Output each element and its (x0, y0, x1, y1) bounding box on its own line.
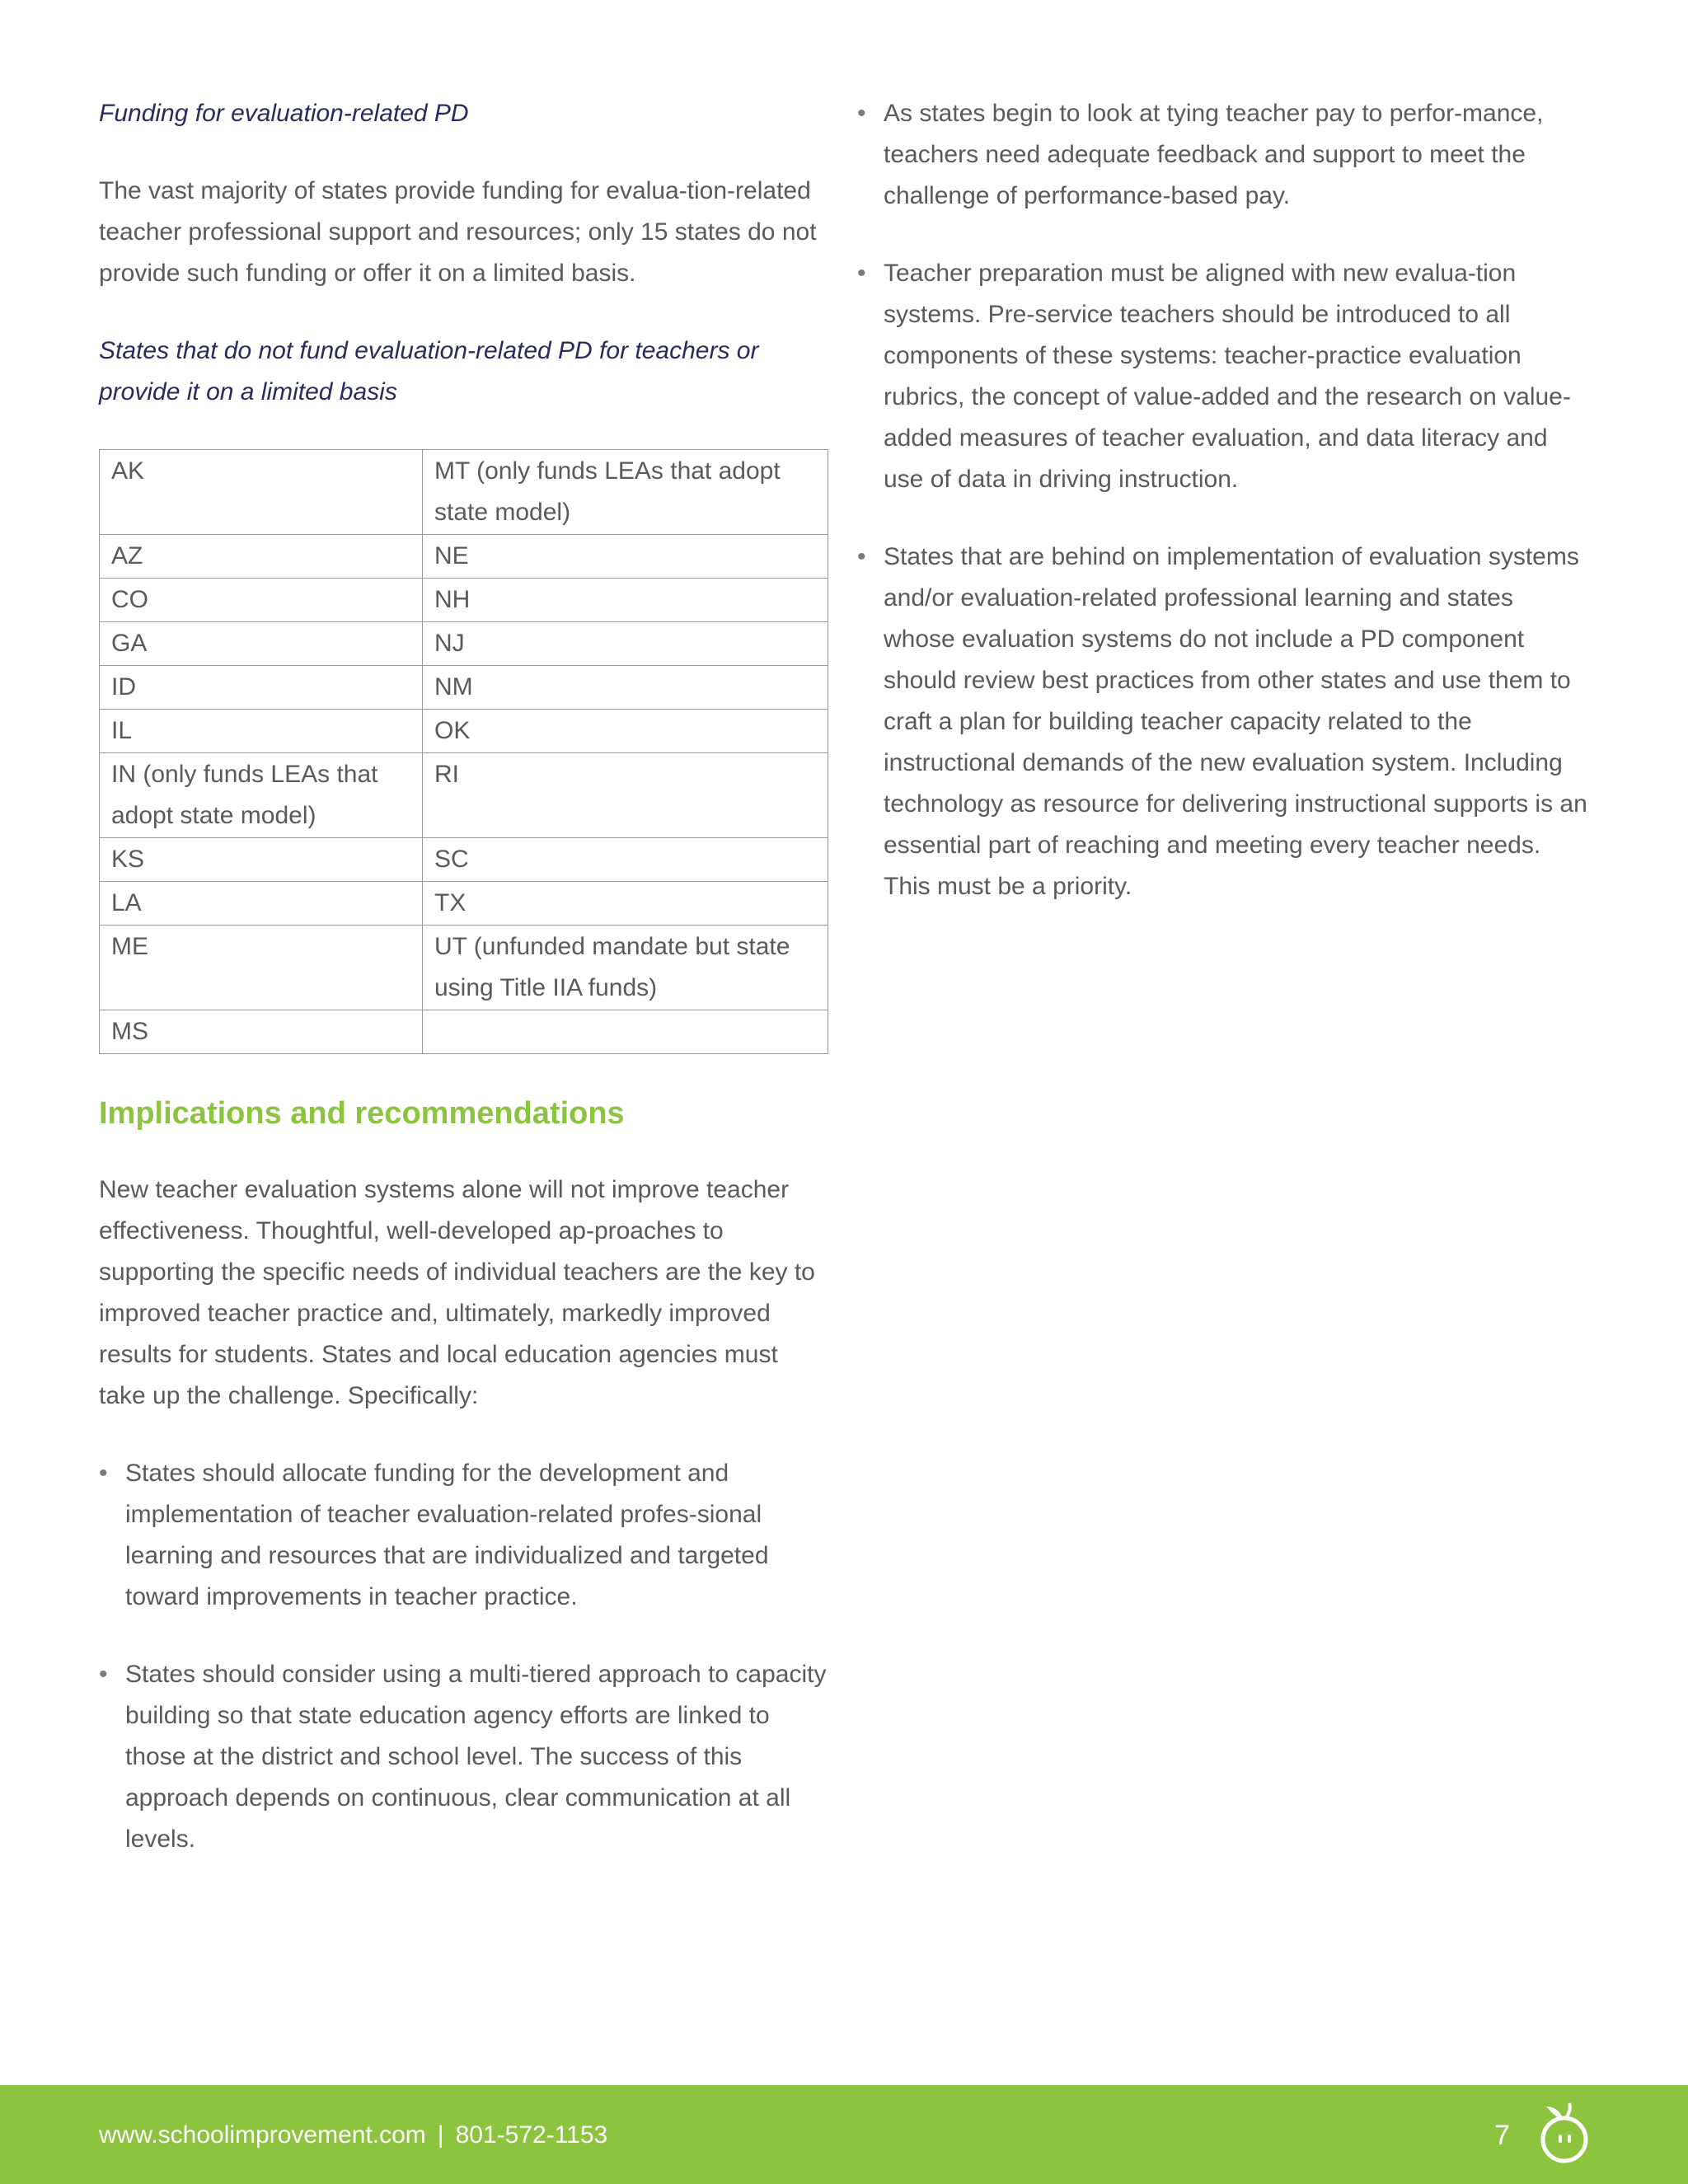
table-cell: ME (100, 926, 423, 1010)
phone-number: 801-572-1153 (455, 2121, 608, 2149)
table-cell: RI (423, 753, 828, 838)
table-cell: AZ (100, 535, 423, 579)
table-cell: IN (only funds LEAs that adopt state model) (100, 753, 423, 838)
recommendation-list-right (857, 93, 1591, 907)
table-row (100, 450, 828, 535)
footer-bar (0, 2085, 1688, 2184)
footer-contact (99, 2115, 607, 2156)
table-cell: LA (100, 882, 423, 926)
section-heading: Implications and recommendations (99, 1096, 625, 1131)
implications-paragraph: New teacher evaluation systems alone will not improve teacher effectiveness. Thoughtful, well-developed ap-proaches to supporting the specific needs of individual teachers are the key to improved teacher practice and, ultimately, markedly improved results for students. States and local education agencies must take up the challenge. Specifically: (99, 1176, 815, 1409)
table-row (100, 579, 828, 622)
table-cell: IL (100, 710, 423, 753)
website-link[interactable]: www.schoolimprovement.com (99, 2121, 426, 2149)
table-cell: NH (423, 579, 828, 622)
table-cell: ID (100, 666, 423, 710)
table-cell: NE (423, 535, 828, 579)
table-row (100, 926, 828, 1010)
table-row (100, 1010, 828, 1054)
table-cell: NJ (423, 622, 828, 666)
table-cell: UT (unfunded mandate but state using Title IIA funds) (423, 926, 828, 1010)
table-cell: MS (100, 1010, 423, 1054)
list-item: • States that are behind on implementation of evaluation systems and/or evaluation-related professional learning and states whose evaluation systems do not include a PD component should review best practices from other states and use them to craft a plan for building teacher capacity related to the instructional demands of the new evaluation system. Including technology as resource for delivering instructional supports is an essential part of reaching and meeting every teacher needs. This must be a priority. (857, 537, 1591, 907)
table-cell: KS (100, 838, 423, 882)
left-column (99, 93, 828, 1896)
table-cell (423, 1010, 828, 1054)
list-item: • Teacher preparation must be aligned with new evalua-tion systems. Pre-service teachers should be introduced to all components of these systems: teacher-practice evaluation rubrics, the concept of value-added and the research on value-added measures of teacher evaluation, and data literacy and use of data in driving instruction. (857, 253, 1591, 500)
table-row (100, 882, 828, 926)
list-item: • States should consider using a multi-tiered approach to capacity building so that state education agency efforts are linked to those at the district and school level. The success of this approach depends on continuous, clear communication at all levels. (99, 1654, 828, 1860)
table-cell: AK (100, 450, 423, 535)
table-row (100, 710, 828, 753)
states-table (99, 449, 828, 1054)
footer-separator: | (437, 2121, 444, 2149)
table-row (100, 535, 828, 579)
list-item: • As states begin to look at tying teacher pay to perfor-mance, teachers need adequate feedback and support to meet the challenge of performance-based pay. (857, 93, 1591, 217)
page-number: 7 (1494, 2120, 1510, 2151)
table-cell: MT (only funds LEAs that adopt state model) (423, 450, 828, 535)
list-item: • States should allocate funding for the development and implementation of teacher evaluation-related profes-sional learning and resources that are individualized and targeted toward improvements in teacher practice. (99, 1453, 828, 1618)
funding-subhead: Funding for evaluation-related PD (99, 100, 469, 127)
table-cell: SC (423, 838, 828, 882)
funding-paragraph: The vast majority of states provide funding for evalua-tion-related teacher professional support and resources; only 15 states do not provide such funding or offer it on a limited basis. (99, 177, 817, 287)
table-row (100, 838, 828, 882)
recommendation-list-left (99, 1453, 828, 1860)
table-row (100, 753, 828, 838)
table-cell: TX (423, 882, 828, 926)
table-cell: CO (100, 579, 423, 622)
table-row (100, 666, 828, 710)
apple-face-logo-icon (1538, 2100, 1596, 2166)
table-row (100, 622, 828, 666)
right-column (857, 93, 1591, 944)
table-cell: NM (423, 666, 828, 710)
table-cell: GA (100, 622, 423, 666)
table-cell: OK (423, 710, 828, 753)
table-caption: States that do not fund evaluation-related PD for teachers or provide it on a limited basis (99, 337, 759, 405)
